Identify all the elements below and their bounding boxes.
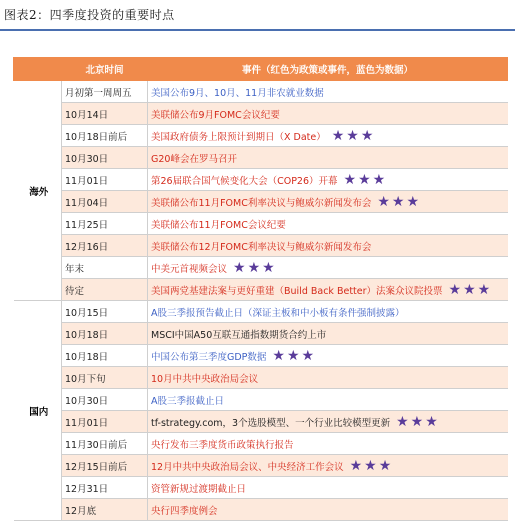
event-time: 月初第一周周五 [62,81,148,103]
table-row [14,257,508,279]
table-row [14,323,508,345]
event-time: 11月01日 [62,411,148,433]
event-time: 10月18日 [62,345,148,367]
header-region [14,58,62,81]
event-time: 10月18日 [62,323,148,345]
event-time: 11月30日前后 [62,433,148,455]
table-row [14,103,508,125]
table-row [14,477,508,499]
event-cell [148,81,508,103]
table-row [14,147,508,169]
event-cell [148,103,508,125]
event-time: 10月15日 [62,301,148,323]
event-cell [148,301,508,323]
event-text: 央行四季度例会 [151,505,218,517]
header-event: 事件（红色为政策或事件，蓝色为数据） [148,58,508,81]
importance-stars-icon: ★★★ [233,259,277,276]
table-row [14,301,508,323]
events-table [13,57,508,521]
event-cell [148,213,508,235]
event-text: 美联储公布12月FOMC利率决议与鲍威尔新闻发布会 [151,241,372,253]
event-cell [148,191,508,213]
event-text: MSCI中国A50互联互通指数期货合约上市 [151,329,327,341]
event-time: 12月底 [62,499,148,521]
event-cell [148,477,508,499]
caption-divider [0,29,515,31]
event-text: 10月中共中央政治局会议 [151,373,259,385]
event-text: 美国两党基建法案与更好重建（Build Back Better）法案众议院投票 [151,285,443,297]
event-cell [148,323,508,345]
table-row [14,235,508,257]
region-label-overseas: 海外 [14,81,62,301]
event-text: 美国政府债务上限预计到期日（X Date） [151,131,326,143]
event-text: 美联储公布11月FOMC会议纪要 [151,219,286,231]
table-row [14,411,508,433]
event-text: 美联储公布9月FOMC会议纪要 [151,109,280,121]
event-time: 10月14日 [62,103,148,125]
event-text: A股三季报预告截止日（深证主板和中小板有条件强制披露） [151,307,405,319]
table-row [14,455,508,477]
event-cell [148,279,508,301]
event-cell [148,389,508,411]
event-cell [148,345,508,367]
table-row [14,279,508,301]
table-row [14,169,508,191]
event-text: 央行发布三季度货币政策执行报告 [151,439,294,451]
importance-stars-icon: ★★★ [343,171,388,188]
event-cell [148,147,508,169]
table-row [14,433,508,455]
event-text: 第26届联合国气候变化大会（COP26）开幕 [151,175,338,187]
event-time: 10月18日前后 [62,125,148,147]
event-time: 12月15日前后 [62,455,148,477]
event-time: 待定 [62,279,148,301]
event-time: 10月30日 [62,389,148,411]
event-cell [148,499,508,521]
importance-stars-icon: ★★★ [272,347,317,364]
event-time: 12月31日 [62,477,148,499]
event-time: 10月下旬 [62,367,148,389]
table-row [14,125,508,147]
table-row [14,191,508,213]
event-time: 11月01日 [62,169,148,191]
event-cell [148,455,508,477]
event-cell [148,257,508,279]
table-row [14,213,508,235]
importance-stars-icon: ★★★ [377,193,422,210]
event-text: G20峰会在罗马召开 [151,153,237,165]
event-cell [148,433,508,455]
event-time: 10月30日 [62,147,148,169]
region-label-domestic: 国内 [14,301,62,521]
event-text: 中国公布第三季度GDP数据 [151,351,267,363]
event-text: 资管新规过渡期截止日 [151,483,247,495]
event-cell [148,169,508,191]
figure-caption: 图表2：四季度投资的重要时点 [4,8,175,22]
event-time: 年末 [62,257,148,279]
table-row [14,345,508,367]
table-row [14,81,508,103]
event-text: 中美元首视频会议 [151,263,228,275]
event-time: 11月25日 [62,213,148,235]
event-time: 11月04日 [62,191,148,213]
event-cell [148,367,508,389]
event-text: 12月中共中央政治局会议、中央经济工作会议 [151,461,344,473]
table-header-row [14,58,508,81]
importance-stars-icon: ★★★ [396,413,440,430]
table-row [14,367,508,389]
importance-stars-icon: ★★★ [349,457,394,474]
event-cell [148,125,508,147]
importance-stars-icon: ★★★ [331,127,376,144]
event-text: 美联储公布11月FOMC利率决议与鲍威尔新闻发布会 [151,197,372,209]
event-cell [148,235,508,257]
importance-stars-icon: ★★★ [448,281,493,298]
event-text: A股三季报截止日 [151,395,224,407]
event-text: 美国公布9月、10月、11月非农就业数据 [151,87,324,99]
table-row [14,499,508,521]
header-time: 北京时间 [62,58,148,81]
event-time: 12月16日 [62,235,148,257]
table-row [14,389,508,411]
event-text: tf-strategy.com，3个选股模型、一个行业比较模型更新 [151,417,391,429]
event-cell [148,411,508,433]
